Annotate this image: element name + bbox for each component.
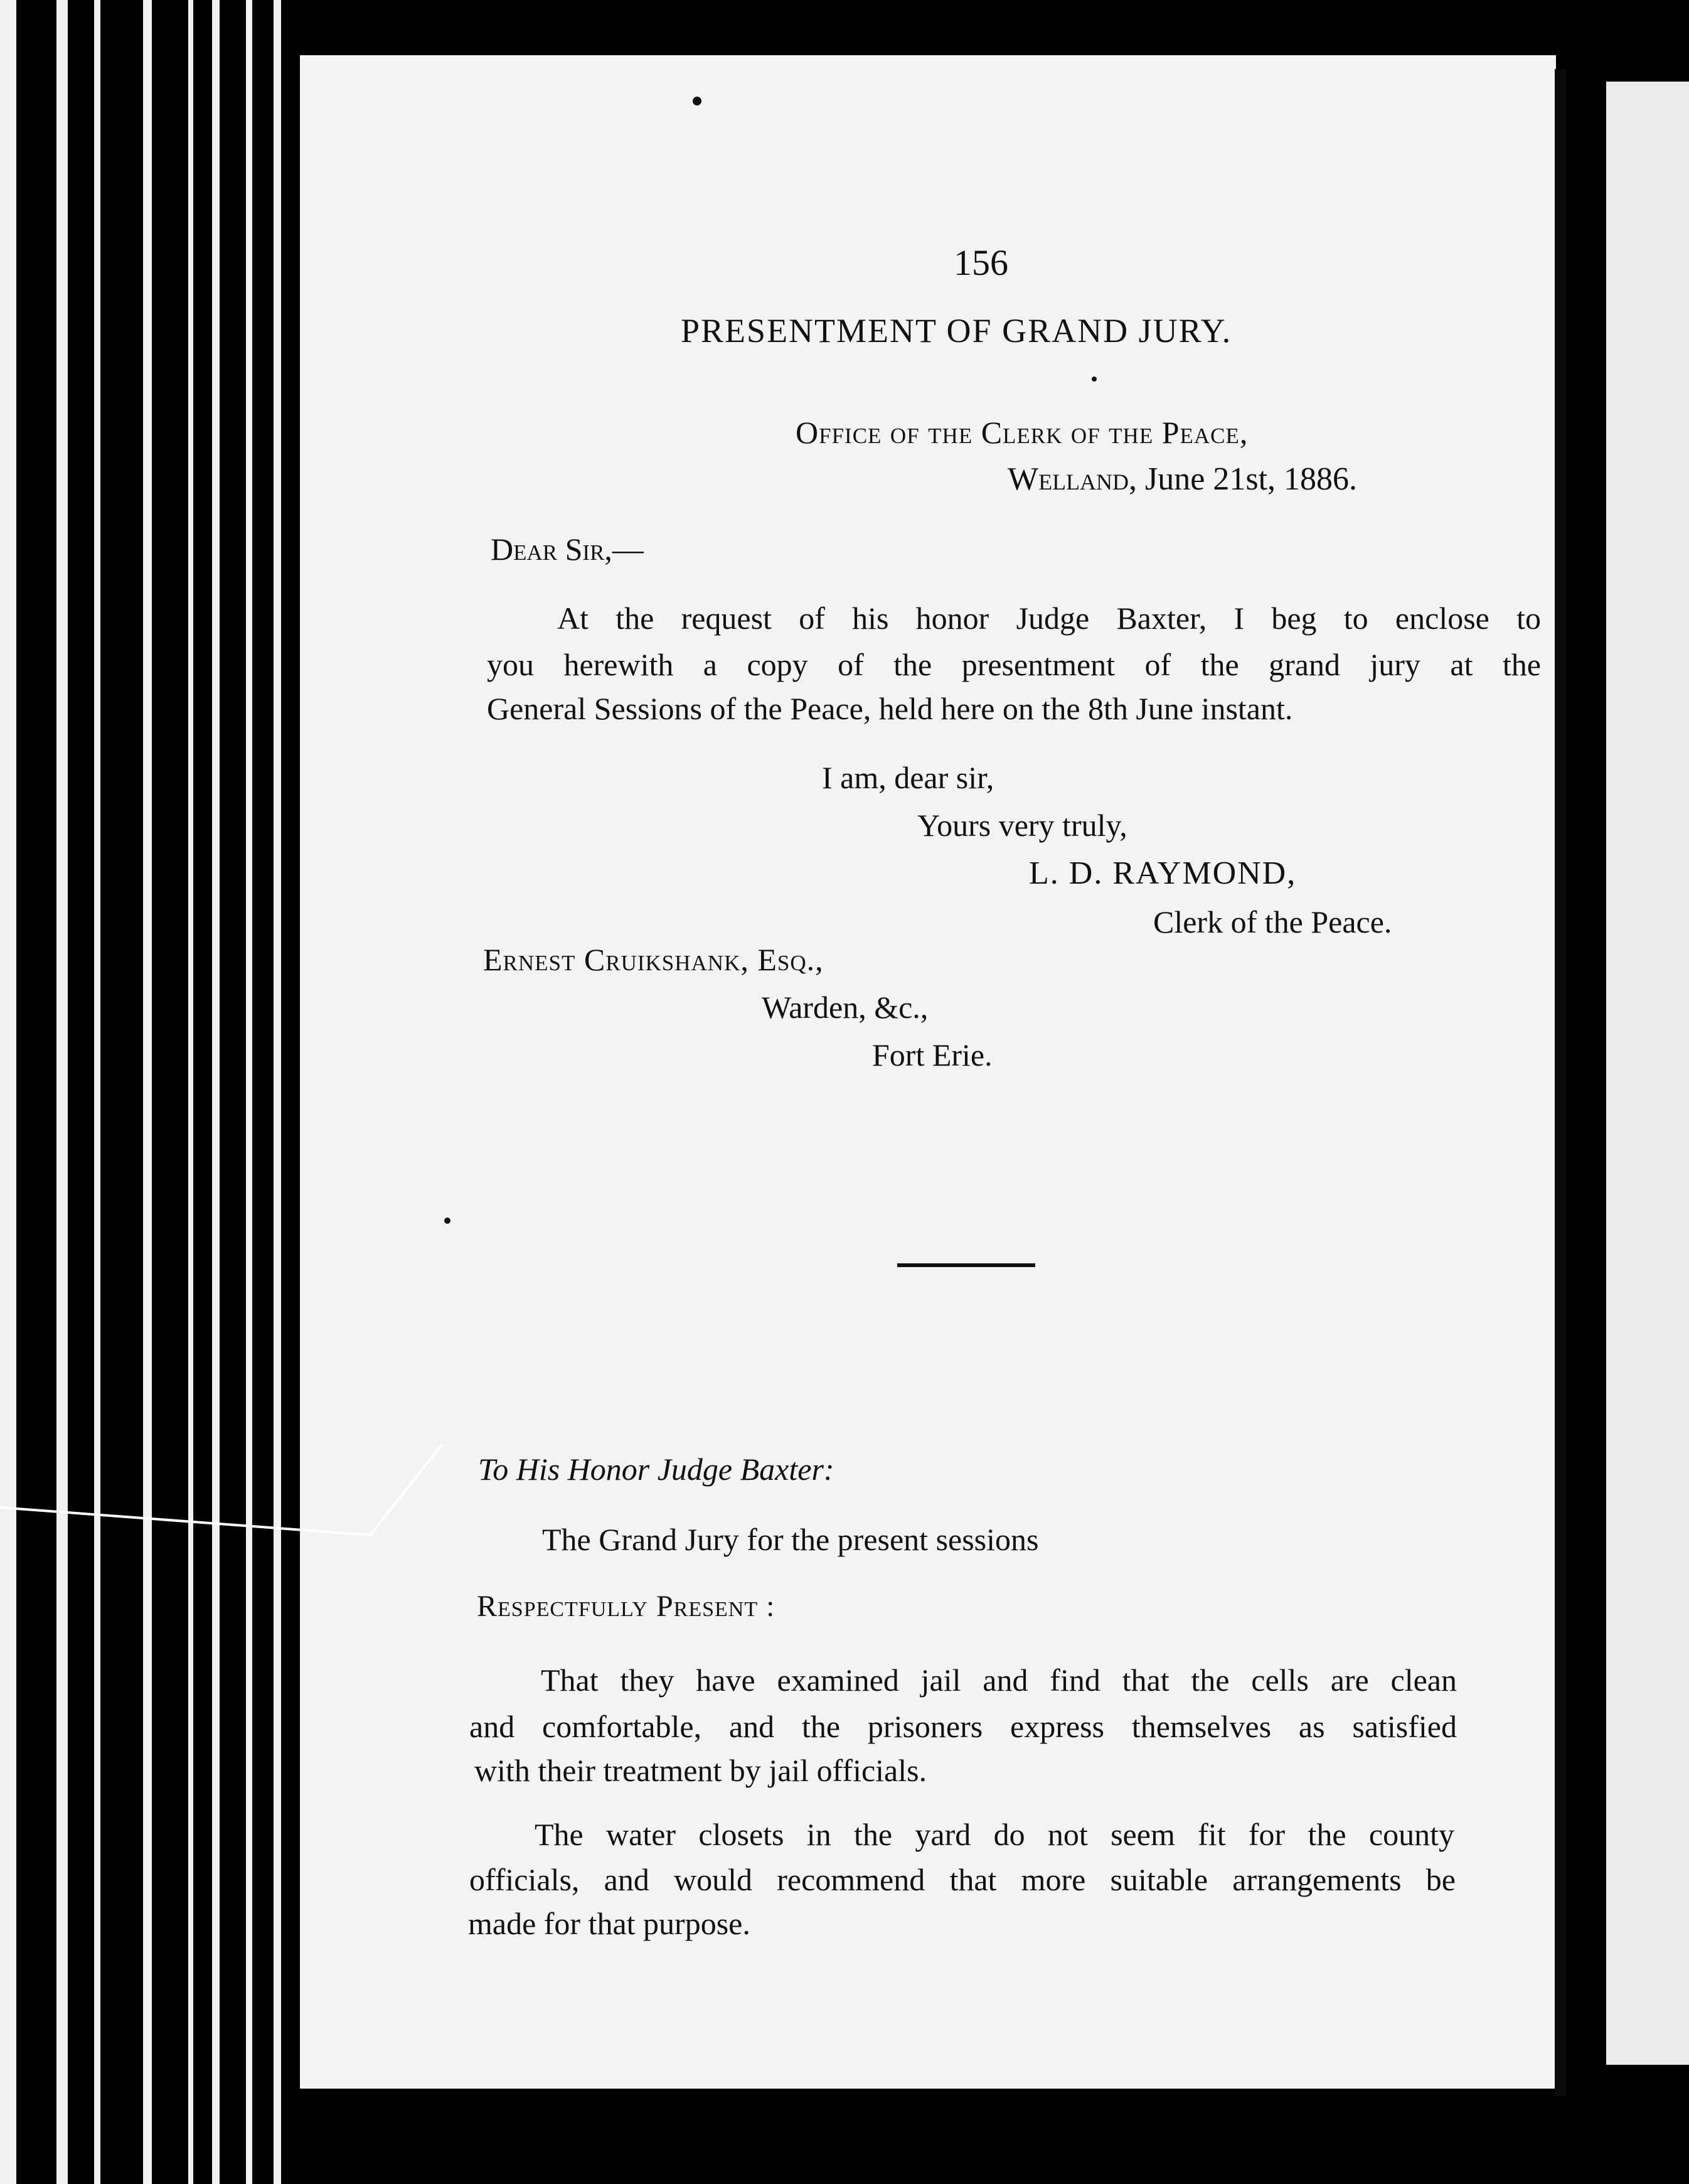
ink-speck [1092, 377, 1097, 382]
page-number: 156 [954, 242, 1008, 283]
facing-page-edge [1606, 82, 1689, 2065]
binding-edge [143, 0, 152, 2184]
presentment-para-2-line-1: The water closets in the yard do not seem fit for the county [535, 1817, 1454, 1852]
presentment-respectfully: Respectfully Present : [477, 1590, 775, 1623]
presentment-para-1-line-3: with their treatment by jail officials. [474, 1753, 927, 1788]
ink-speck [444, 1218, 450, 1224]
presentment-para-2-line-2: officials, and would recommend that more suitable arrangements be [469, 1862, 1456, 1897]
section-divider [897, 1263, 1035, 1267]
binding-edge [246, 0, 252, 2184]
letter-body-line-1: At the request of his honor Judge Baxter, I beg to enclose to [557, 601, 1541, 636]
presentment-address: To His Honor Judge Baxter: [478, 1452, 834, 1487]
letter-signer-title: Clerk of the Peace. [1153, 904, 1392, 939]
presentment-intro: The Grand Jury for the present sessions [542, 1522, 1039, 1557]
letter-closing-1: I am, dear sir, [822, 760, 994, 795]
letter-body-line-3: General Sessions of the Peace, held here on the 8th June instant. [487, 691, 1293, 726]
letter-dateline [1008, 463, 1357, 496]
letter-salutation: Dear Sir,— [491, 532, 644, 567]
page-fold [1555, 69, 1566, 2096]
letter-addressee: Ernest Cruikshank, Esq., [483, 942, 824, 977]
presentment-para-1-line-1: That they have examined jail and find that the cells are clean [541, 1662, 1457, 1698]
binding-edge [188, 0, 193, 2184]
ink-speck [693, 97, 701, 105]
presentment-para-2-line-3: made for that purpose. [468, 1906, 750, 1941]
letter-signer: L. D. RAYMOND, [1029, 855, 1297, 891]
letter-body-line-2: you herewith a copy of the presentment of the grand jury at the [487, 647, 1541, 682]
letter-date: June 21st, 1886. [1137, 461, 1358, 497]
binding-edge [274, 0, 281, 2184]
letter-place: Welland, [1008, 461, 1138, 497]
page-heading: PRESENTMENT OF GRAND JURY. [681, 312, 1232, 350]
binding-edge [56, 0, 68, 2184]
letter-addressee-place: Fort Erie. [872, 1037, 993, 1073]
binding-edge [0, 0, 16, 2184]
presentment-para-1-line-2: and comfortable, and the prisoners express themselves as satisfied [469, 1709, 1457, 1744]
letter-addressee-role: Warden, &c., [762, 990, 929, 1025]
binding-edge [212, 0, 220, 2184]
binding-edge [94, 0, 100, 2184]
letter-office: Office of the Clerk of the Peace, [796, 415, 1249, 450]
letter-closing-2: Yours very truly, [917, 808, 1127, 843]
